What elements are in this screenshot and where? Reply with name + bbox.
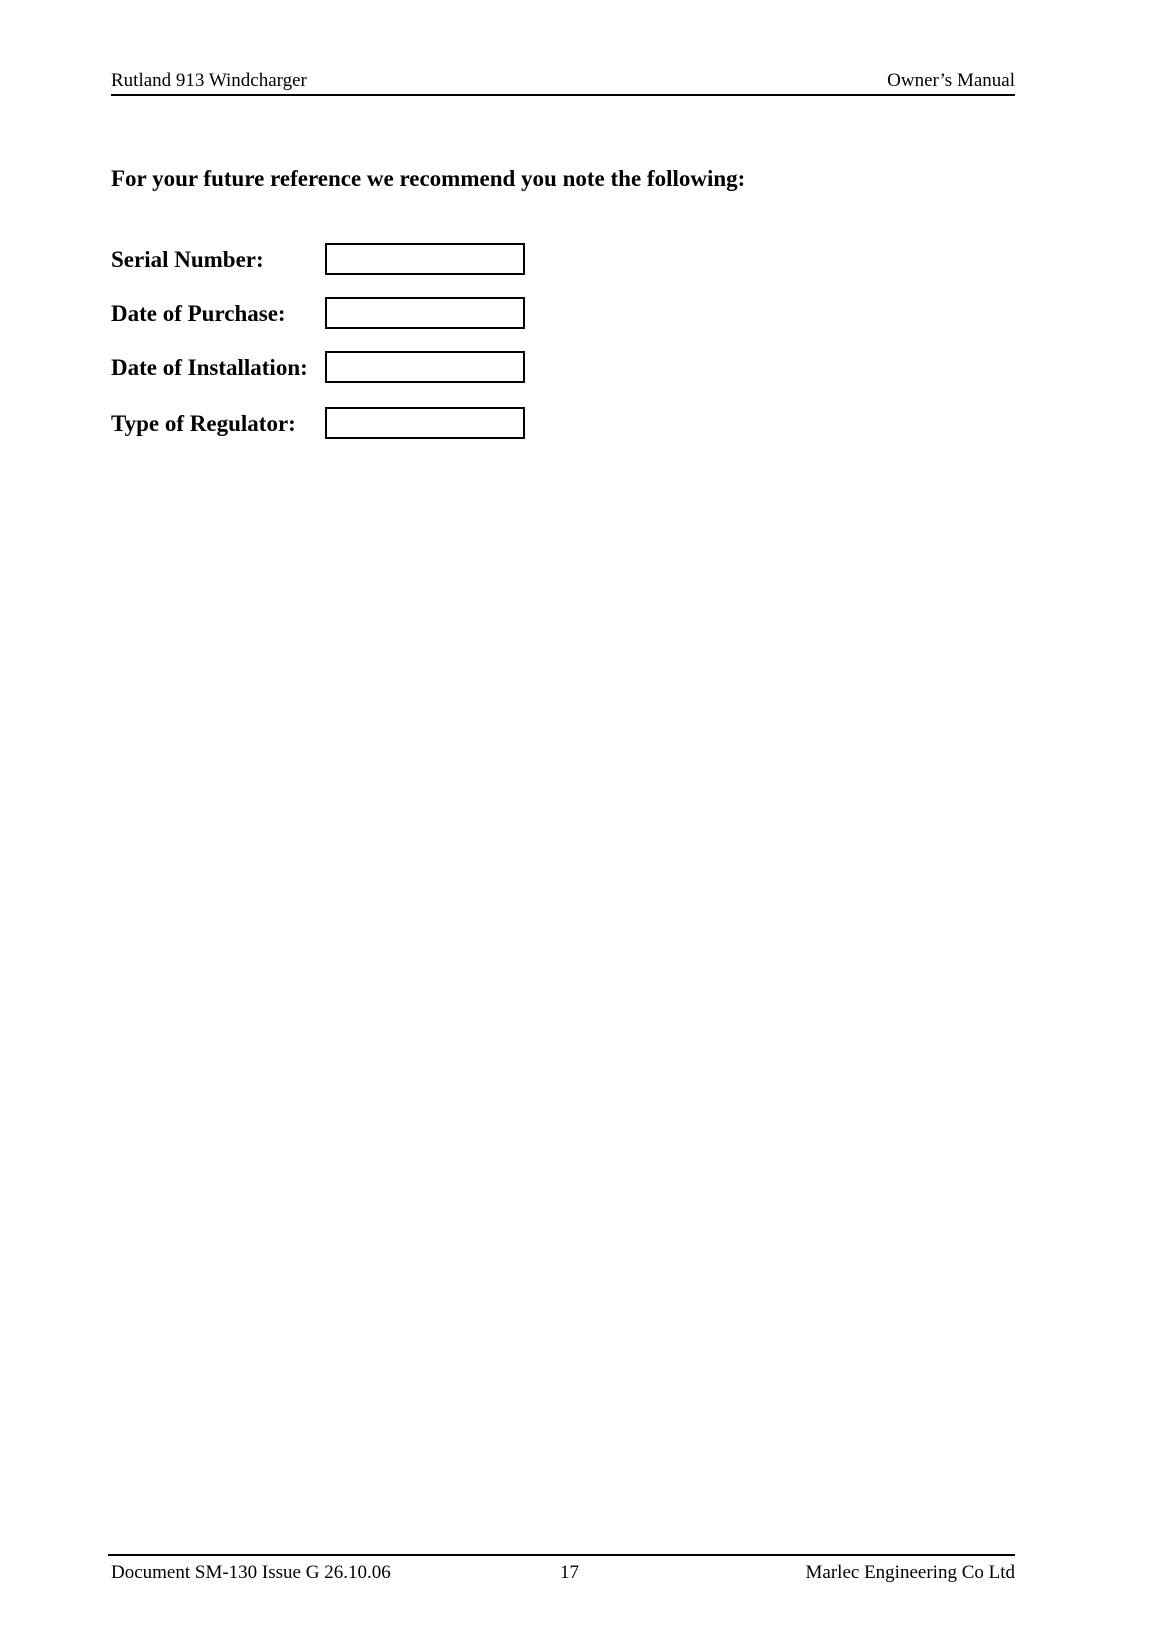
page-footer	[108, 1554, 1015, 1584]
header-manual-title: Owner’s Manual	[887, 70, 1015, 91]
serial-number-field[interactable]	[325, 243, 525, 275]
date-of-installation-field[interactable]	[325, 351, 525, 383]
footer-company-name: Marlec Engineering Co Ltd	[805, 1562, 1015, 1583]
serial-number-label: Serial Number:	[111, 247, 264, 272]
date-of-installation-label: Date of Installation:	[111, 355, 308, 380]
date-of-purchase-label: Date of Purchase:	[111, 301, 286, 326]
serial-number-row	[111, 243, 531, 279]
header-product-title: Rutland 913 Windcharger	[111, 70, 307, 91]
date-of-purchase-field[interactable]	[325, 297, 525, 329]
type-of-regulator-field[interactable]	[325, 407, 525, 439]
page-header	[111, 70, 1015, 96]
type-of-regulator-label: Type of Regulator:	[111, 411, 296, 436]
date-of-installation-row	[111, 351, 531, 387]
date-of-purchase-row	[111, 297, 531, 333]
intro-heading: For your future reference we recommend you note the following:	[111, 166, 746, 191]
footer-document-id: Document SM-130 Issue G 26.10.06	[111, 1562, 391, 1583]
type-of-regulator-row	[111, 407, 531, 443]
footer-page-number: 17	[560, 1562, 579, 1583]
